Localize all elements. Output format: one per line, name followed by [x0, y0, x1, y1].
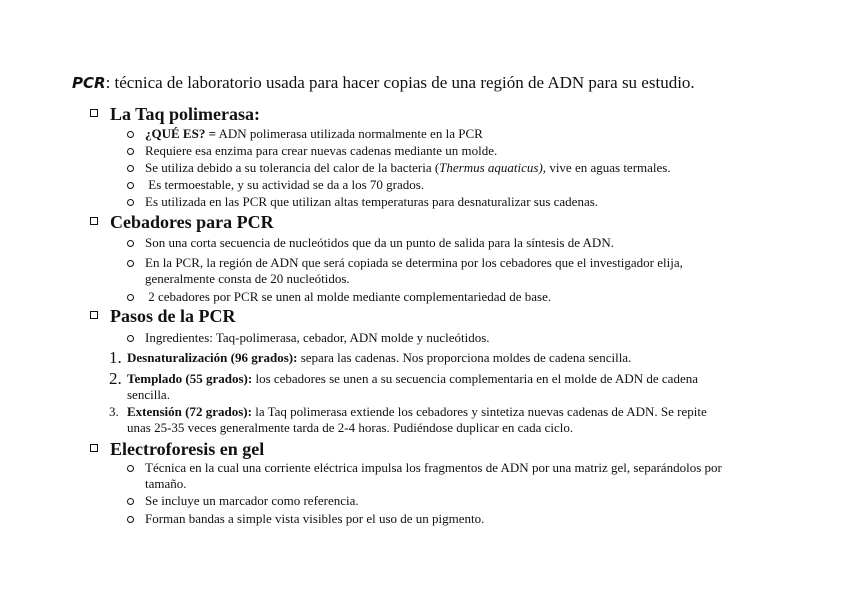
section-taq-heading: La Taq polimerasa:: [110, 104, 261, 124]
circle-bullet-icon: [127, 498, 134, 505]
circle-bullet-icon: [127, 260, 134, 267]
circle-bullet-icon: [127, 516, 134, 523]
circle-bullet-icon: [127, 165, 134, 172]
circle-bullet-icon: [127, 240, 134, 247]
item-text: Es termoestable, y su actividad se da a los 70 grados.: [145, 177, 425, 192]
item-text: Es utilizada en las PCR que utilizan altas temperaturas para desnaturalizar sus cadenas.: [145, 194, 599, 209]
square-bullet-icon: [90, 109, 98, 117]
section-electro-heading: Electroforesis en gel: [110, 439, 265, 459]
ingredientes-text: Ingredientes: Taq-polimerasa, cebador, ADN molde y nucleótidos.: [145, 330, 490, 345]
item-text: tamaño.: [145, 476, 187, 491]
square-bullet-icon: [90, 311, 98, 319]
section-cebadores-heading: Cebadores para PCR: [110, 212, 274, 232]
section-cebadores-title: [90, 212, 274, 232]
circle-bullet-icon: [127, 131, 134, 138]
step-number: 3.: [109, 404, 119, 419]
step-number: 1.: [109, 348, 122, 367]
item-text: Se incluye un marcador como referencia.: [145, 493, 359, 508]
section-pasos-heading: Pasos de la PCR: [110, 306, 236, 326]
step-number: 2.: [109, 369, 122, 388]
step-title: Templado (55 grados):: [127, 371, 253, 386]
square-bullet-icon: [90, 444, 98, 452]
step-text: los cebadores se unen a su secuencia complementaria en el molde de ADN de cadena: [252, 371, 698, 386]
circle-bullet-icon: [127, 199, 134, 206]
species-name: Thermus aquaticus),: [439, 160, 547, 175]
step-title: Desnaturalización (96 grados):: [127, 350, 298, 365]
item-text: Se utiliza debido a su tolerancia del calor de la bacteria (: [145, 160, 440, 175]
step-text: la Taq polimerasa extiende los cebadores y sintetiza nuevas cadenas de ADN. Se repite: [251, 404, 707, 419]
step-text: unas 25-35 veces generalmente tarda de 2-4 horas. Pudiéndose duplicar en cada ciclo.: [127, 420, 574, 435]
circle-bullet-icon: [127, 335, 134, 342]
circle-bullet-icon: [127, 182, 134, 189]
step-text: sencilla.: [127, 387, 170, 402]
section-pasos-title: [90, 306, 236, 326]
que-es-text: ADN polimerasa utilizada normalmente en la PCR: [215, 126, 483, 141]
item-text: generalmente consta de 20 nucleótidos.: [145, 271, 350, 286]
section-taq-title: [90, 104, 260, 124]
circle-bullet-icon: [127, 148, 134, 155]
item-text: En la PCR, la región de ADN que será copiada se determina por los cebadores que el investigador elija,: [145, 255, 683, 270]
item-text: Forman bandas a simple vista visibles por el uso de un pigmento.: [145, 511, 485, 526]
item-text: vive en aguas termales.: [546, 160, 671, 175]
step-title: Extensión (72 grados):: [127, 404, 252, 419]
circle-bullet-icon: [127, 465, 134, 472]
que-es-label: ¿QUÉ ES? =: [145, 126, 216, 141]
circle-bullet-icon: [127, 294, 134, 301]
intro-line: [72, 72, 812, 94]
step-text: separa las cadenas. Nos proporciona moldes de cadena sencilla.: [297, 350, 632, 365]
item-text: 2 cebadores por PCR se unen al molde mediante complementariedad de base.: [145, 289, 552, 304]
item-text: Son una corta secuencia de nucleótidos que da un punto de salida para la síntesis de ADN.: [145, 235, 614, 250]
intro-definition: : técnica de laboratorio usada para hacer copias de una región de ADN para su estudio.: [105, 73, 695, 92]
pcr-term: PCR: [72, 74, 106, 92]
item-text: Técnica en la cual una corriente eléctrica impulsa los fragmentos de ADN por una matriz gel, separándolos por: [145, 460, 722, 475]
section-electro-title: [90, 439, 264, 459]
item-text: Requiere esa enzima para crear nuevas cadenas mediante un molde.: [145, 143, 498, 158]
square-bullet-icon: [90, 217, 98, 225]
